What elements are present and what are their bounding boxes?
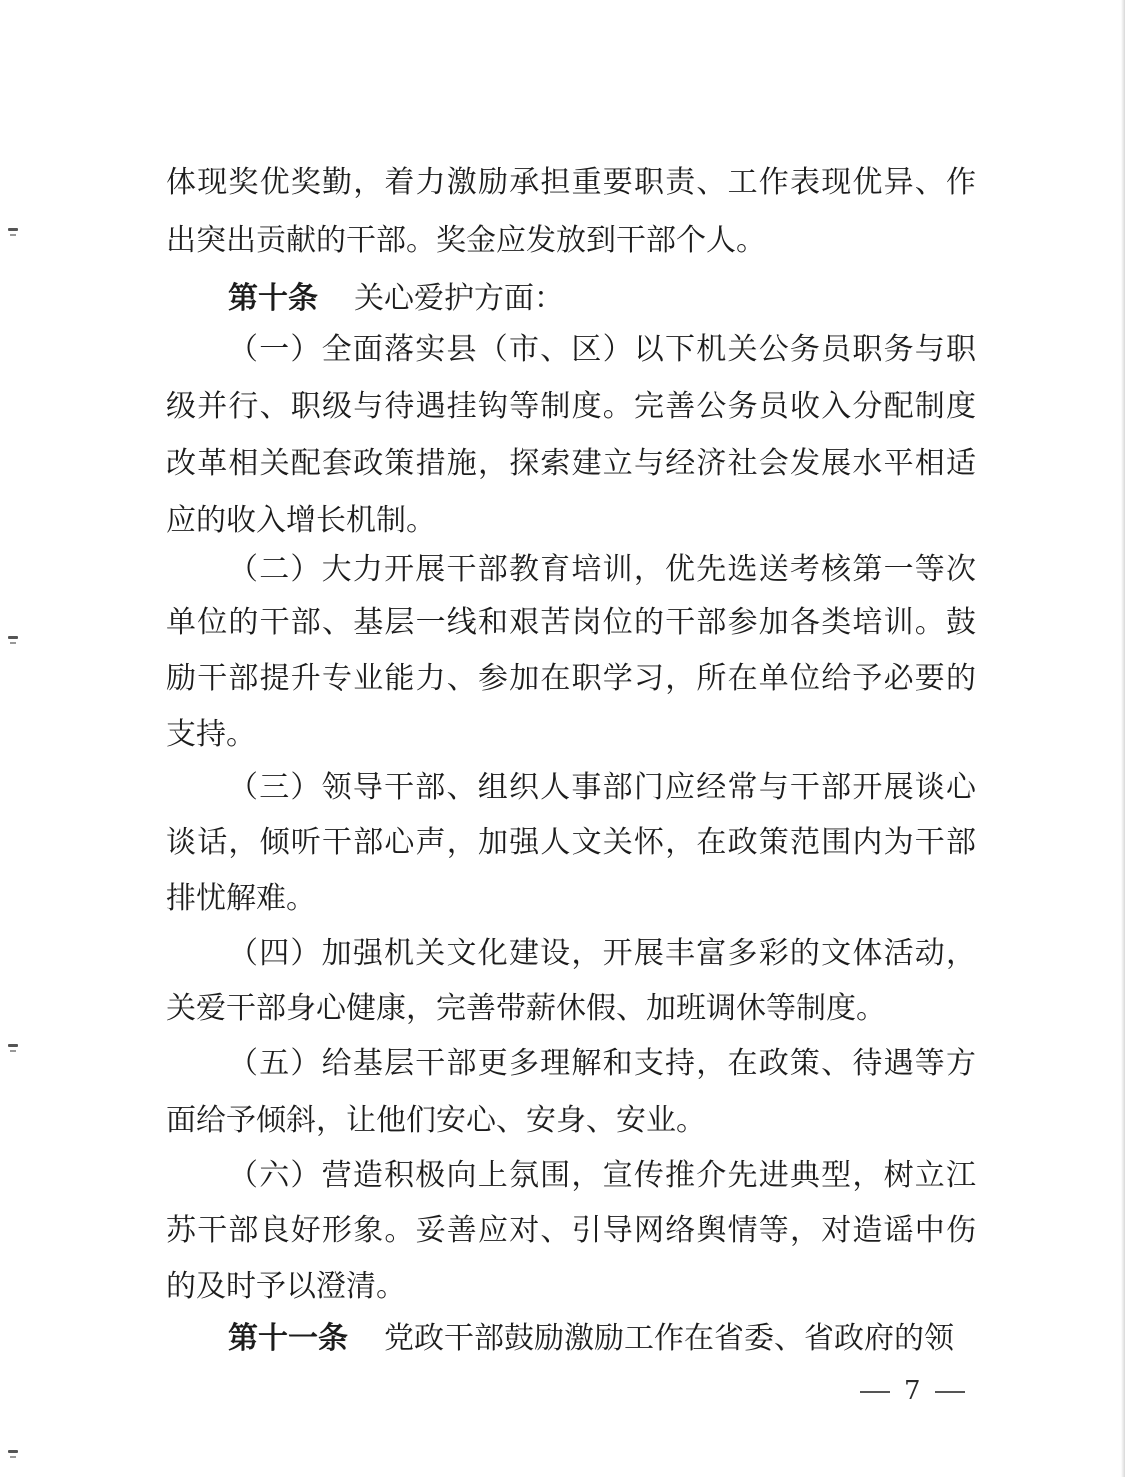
binding-mark <box>8 228 18 231</box>
text-line: （四）加强机关文化建设，开展丰富多彩的文体活动， <box>228 936 976 971</box>
article-text: 党政干部鼓励激励工作在省委、省政府的领 <box>384 1321 954 1356</box>
text-line: 支持。 <box>166 717 256 752</box>
text-line: 面给予倾斜，让他们安心、安身、安业。 <box>166 1103 706 1138</box>
binding-mark <box>8 1044 18 1047</box>
text-line: 谈话，倾听干部心声，加强人文关怀，在政策范围内为干部 <box>166 825 976 860</box>
text-line: 排忧解难。 <box>166 881 316 916</box>
article-heading <box>228 1322 954 1356</box>
article-number: 第十一条 <box>228 1321 348 1356</box>
text-line: （五）给基层干部更多理解和支持，在政策、待遇等方 <box>228 1046 976 1081</box>
text-line: 单位的干部、基层一线和艰苦岗位的干部参加各类培训。鼓 <box>166 605 976 640</box>
article-text: 关心爱护方面： <box>354 281 564 316</box>
text-line: 关爱干部身心健康，完善带薪休假、加班调休等制度。 <box>166 991 886 1026</box>
binding-mark <box>8 1450 18 1453</box>
text-line: （二）大力开展干部教育培训，优先选送考核第一等次 <box>228 552 976 587</box>
text-line: （六）营造积极向上氛围，宣传推介先进典型，树立江 <box>228 1158 976 1193</box>
text-line: 励干部提升专业能力、参加在职学习，所在单位给予必要的 <box>166 661 976 696</box>
text-line: （三）领导干部、组织人事部门应经常与干部开展谈心 <box>228 770 976 805</box>
dash-left <box>860 1391 890 1393</box>
text-line: （一）全面落实县（市、区）以下机关公务员职务与职 <box>228 332 976 367</box>
page-number <box>846 1376 979 1406</box>
text-line: 体现奖优奖勤，着力激励承担重要职责、工作表现优异、作 <box>166 165 976 200</box>
article-heading <box>228 282 564 316</box>
text-line: 出突出贡献的干部。奖金应发放到干部个人。 <box>166 223 766 258</box>
text-line: 苏干部良好形象。妥善应对、引导网络舆情等，对造谣中伤 <box>166 1213 976 1248</box>
text-line: 级并行、职级与待遇挂钩等制度。完善公务员收入分配制度 <box>166 389 976 424</box>
text-line: 的及时予以澄清。 <box>166 1269 406 1304</box>
page-number-value: 7 <box>904 1376 921 1406</box>
text-line: 应的收入增长机制。 <box>166 503 436 538</box>
article-number: 第十条 <box>228 281 318 316</box>
binding-mark <box>8 636 18 639</box>
scan-edge <box>1121 0 1125 1477</box>
text-line: 改革相关配套政策措施，探索建立与经济社会发展水平相适 <box>166 446 976 481</box>
dash-right <box>935 1391 965 1393</box>
